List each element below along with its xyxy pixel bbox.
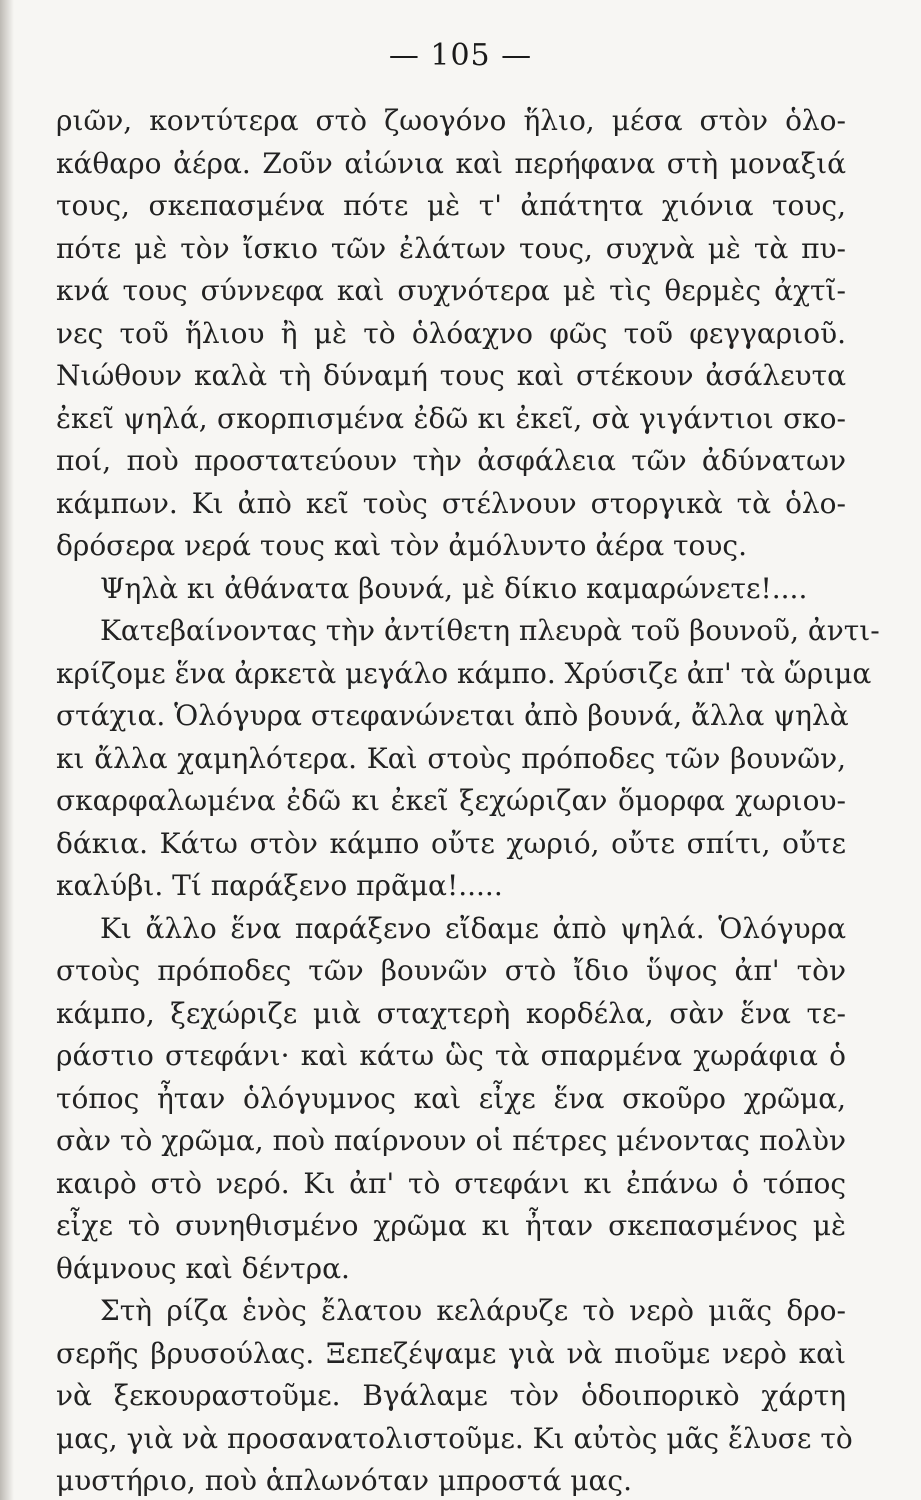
text-line: σερῆς βρυσούλας. Ξεπεζέψαμε γιὰ νὰ πιοῦμε νερὸ καὶ (56, 1336, 846, 1370)
text-line: νες τοῦ ἥλιου ἢ μὲ τὸ ὁλόαχνο φῶς τοῦ φεγγαριοῦ. (56, 316, 846, 350)
text-line: εἶχε τὸ συνηθισμένο χρῶμα κι ἦταν σκεπασμένος μὲ (56, 1209, 846, 1242)
text-line: κάμπο, ξεχώριζε μιὰ σταχτερὴ κορδέλα, σὰν ἕνα τε- (56, 996, 846, 1030)
page-number: — 105 — (388, 38, 533, 73)
text-line: δρόσερα νερά τους καὶ τὸν ἀμόλυντο ἀέρα τους. (56, 529, 748, 562)
text-line: σκαρφαλωμένα ἐδῶ κι ἐκεῖ ξεχώριζαν ὅμορφα χωριου- (56, 784, 846, 817)
text-line: μας, γιὰ νὰ προσανατολιστοῦμε. Κι αὐτὸς μᾶς ἔλυσε τὸ (56, 1421, 853, 1455)
text-line: ριῶν, κοντύτερα στὸ ζωογόνο ἥλιο, μέσα στὸν ὁλο- (56, 104, 846, 137)
text-line: Νιώθουν καλὰ τὴ δύναμή τους καὶ στέκουν ἀσάλευτα (56, 359, 846, 392)
text-line: Κατεβαίνοντας τὴν ἀντίθετη πλευρὰ τοῦ βουνοῦ, ἀντι- (100, 614, 880, 647)
text-line: τόπος ἦταν ὁλόγυμνος καὶ εἶχε ἕνα σκοῦρο χρῶμα, (56, 1081, 846, 1115)
text-line: θάμνους καὶ δέντρα. (56, 1251, 350, 1285)
text-line: ποί, ποὺ προστατεύουν τὴν ἀσφάλεια τῶν ἀδύνατων (56, 444, 846, 477)
text-line: Κι ἄλλο ἕνα παράξενο εἴδαμε ἀπὸ ψηλά. Ὁλόγυρα (100, 911, 846, 945)
text-line: Ψηλὰ κι ἀθάνατα βουνά, μὲ δίκιο καμαρώνετε!.... (100, 571, 808, 605)
page-gutter-shadow (0, 0, 14, 1500)
text-line: πότε μὲ τὸν ἴσκιο τῶν ἐλάτων τους, συχνὰ μὲ τὰ πυ- (56, 231, 846, 265)
text-line: ράστιο στεφάνι· καὶ κάτω ὣς τὰ σπαρμένα χωράφια ὁ (56, 1039, 846, 1072)
text-line: κρίζομε ἕνα ἀρκετὰ μεγάλο κάμπο. Χρύσιζε ἀπ' τὰ ὥριμα (56, 656, 872, 690)
text-line: κάθαρο ἀέρα. Ζοῦν αἰώνια καὶ περήφανα στὴ μοναξιά (56, 146, 846, 180)
text-line: καλύβι. Τί παράξενο πρᾶμα!..... (56, 869, 503, 902)
text-line: δάκια. Κάτω στὸν κάμπο οὔτε χωριό, οὔτε σπίτι, οὔτε (56, 826, 846, 860)
text-line: νὰ ξεκουραστοῦμε. Βγάλαμε τὸν ὁδοιπορικὸ χάρτη (56, 1379, 846, 1412)
text-line: σὰν τὸ χρῶμα, ποὺ παίρνουν οἱ πέτρες μένοντας πολὺν (56, 1124, 846, 1157)
text-line: κνά τους σύννεφα καὶ συχνότερα μὲ τὶς θερμὲς ἀχτῖ- (56, 274, 846, 307)
text-line: Στὴ ρίζα ἑνὸς ἔλατου κελάρυζε τὸ νερὸ μιᾶς δρο- (100, 1294, 846, 1327)
text-line: κι ἄλλα χαμηλότερα. Καὶ στοὺς πρόποδες τῶν βουνῶν, (56, 741, 846, 775)
text-line: μυστήριο, ποὺ ἁπλωνόταν μπροστά μας. (56, 1464, 632, 1497)
text-line: κάμπων. Κι ἀπὸ κεῖ τοὺς στέλνουν στοργικὰ τὰ ὁλο- (56, 486, 846, 520)
text-line: ἐκεῖ ψηλά, σκορπισμένα ἐδῶ κι ἐκεῖ, σὰ γιγάντιοι σκο- (56, 401, 846, 435)
text-line: στοὺς πρόποδες τῶν βουνῶν στὸ ἴδιο ὕψος ἀπ' τὸν (56, 954, 846, 987)
text-line: καιρὸ στὸ νερό. Κι ἀπ' τὸ στεφάνι κι ἐπάνω ὁ τόπος (56, 1166, 846, 1200)
text-line: στάχια. Ὁλόγυρα στεφανώνεται ἀπὸ βουνά, ἄλλα ψηλὰ (56, 699, 849, 732)
text-line: τους, σκεπασμένα πότε μὲ τ' ἀπάτητα χιόνια τους, (56, 189, 846, 222)
body-text (56, 100, 880, 1500)
